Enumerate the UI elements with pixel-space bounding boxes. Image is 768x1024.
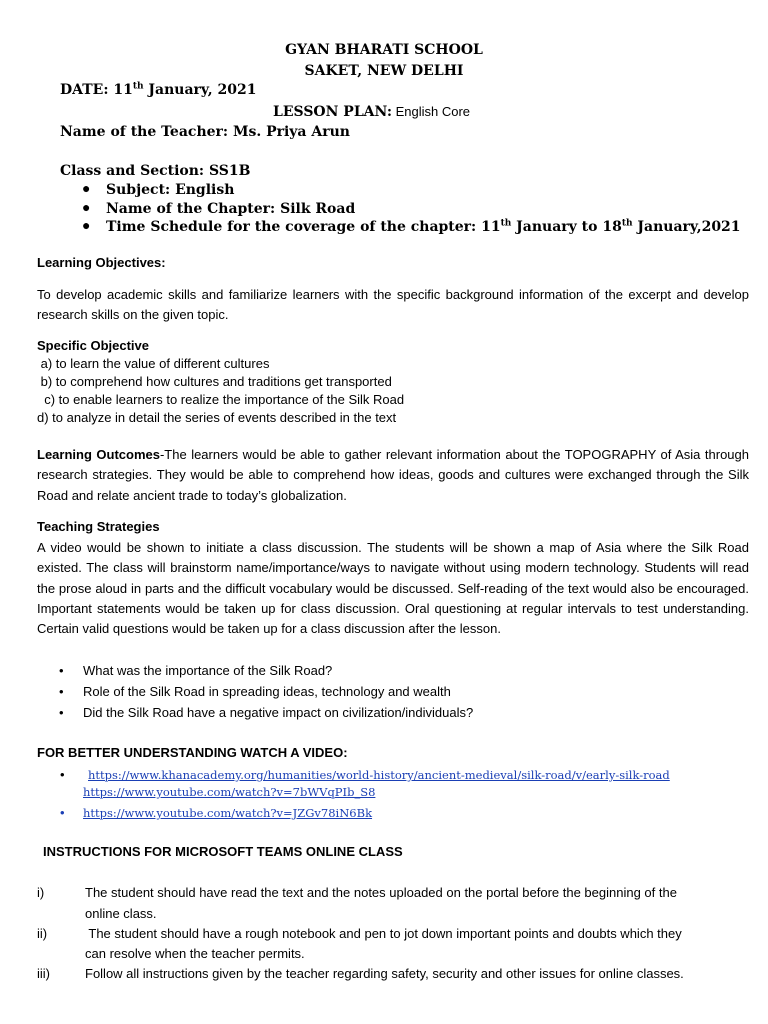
subject-line: Subject: English xyxy=(106,182,235,198)
bullet-icon: • xyxy=(59,705,64,720)
instruction-text: The student should have read the text and the notes uploaded on the portal before the beginning of the xyxy=(85,885,677,900)
outcomes-paragraph xyxy=(37,445,749,506)
instruction-text: The student should have a rough notebook and pen to jot down important points and doubts which they xyxy=(85,926,682,941)
instruction-number: ii) xyxy=(37,926,48,941)
bullet-icon: • xyxy=(60,805,65,820)
specific-heading: Specific Objective xyxy=(37,338,149,353)
chapter-line: Name of the Chapter: Silk Road xyxy=(106,201,356,217)
strategies-text: A video would be shown to initiate a class discussion. The students will be shown a map of Asia where the Silk Road existed. The class will brainstorm name/importance/ways to navigate without using modern technology. Students will read the prose aloud in parts and the difficult vocabulary would be discussed. Self-reading of the text would also be encouraged. Important statements would be taken up for class discussion. Oral questioning at regular intervals to test understanding. Certain valid questions would be taken up for a class discussion after the lesson. xyxy=(37,540,749,637)
question-item: What was the importance of the Silk Road? xyxy=(83,663,333,678)
strategies-heading: Teaching Strategies xyxy=(37,519,160,534)
bullet-icon: ● xyxy=(82,201,91,216)
bullet-icon: • xyxy=(60,767,65,782)
video-link-khanacademy[interactable]: https://www.khanacademy.org/humanities/world-history/ancient-medieval/silk-road/v/early-silk-road xyxy=(88,768,670,782)
specific-item: b) to comprehend how cultures and traditions get transported xyxy=(37,374,392,389)
lesson-date: DATE: 11th January, 2021 xyxy=(60,81,257,98)
school-location: SAKET, NEW DELHI xyxy=(304,63,464,79)
class-section: Class and Section: SS1B xyxy=(60,163,251,179)
instruction-text: online class. xyxy=(85,906,157,921)
objectives-heading: Learning Objectives: xyxy=(37,255,166,270)
teams-heading: INSTRUCTIONS FOR MICROSOFT TEAMS ONLINE CLASS xyxy=(43,844,403,859)
specific-item: a) to learn the value of different cultures xyxy=(37,356,270,371)
school-name: GYAN BHARATI SCHOOL xyxy=(285,42,483,58)
instruction-text: can resolve when the teacher permits. xyxy=(85,946,305,961)
objectives-text: To develop academic skills and familiarize learners with the specific background information of the excerpt and develop research skills on the given topic. xyxy=(37,287,749,323)
question-item: Did the Silk Road have a negative impact on civilization/individuals? xyxy=(83,705,474,720)
instruction-text: Follow all instructions given by the teacher regarding safety, security and other issues for online classes. xyxy=(85,966,684,981)
video-link-youtube-1[interactable]: https://www.youtube.com/watch?v=7bWVqPIb_S8 xyxy=(83,785,376,799)
outcomes-text: -The learners would be able to gather relevant information about the TOPOGRAPHY of Asia through research strategies. They would be able to comprehend how ideas, goods and cultures were exchanged through the Silk Road and relate ancient trade to today’s globalization. xyxy=(37,447,750,503)
specific-item: c) to enable learners to realize the importance of the Silk Road xyxy=(37,392,405,407)
video-link-youtube-2[interactable]: https://www.youtube.com/watch?v=JZGv78iN6Bk xyxy=(83,806,373,820)
specific-item: d) to analyze in detail the series of events described in the text xyxy=(37,410,397,425)
bullet-icon: • xyxy=(59,663,64,678)
bullet-icon: ● xyxy=(82,182,91,197)
teacher-name: Name of the Teacher: Ms. Priya Arun xyxy=(60,124,350,140)
bullet-icon: • xyxy=(59,684,64,699)
schedule-line: Time Schedule for the coverage of the chapter: 11th January to 18th January,2021 xyxy=(106,218,741,235)
bullet-icon: ● xyxy=(82,219,91,234)
lesson-plan-title: LESSON PLAN: English Core xyxy=(273,104,471,120)
outcomes-label: Learning Outcomes xyxy=(37,447,160,462)
question-item: Role of the Silk Road in spreading ideas, technology and wealth xyxy=(83,684,451,699)
instruction-number: iii) xyxy=(37,966,50,981)
video-heading: FOR BETTER UNDERSTANDING WATCH A VIDEO: xyxy=(37,745,348,760)
instruction-number: i) xyxy=(37,885,45,900)
